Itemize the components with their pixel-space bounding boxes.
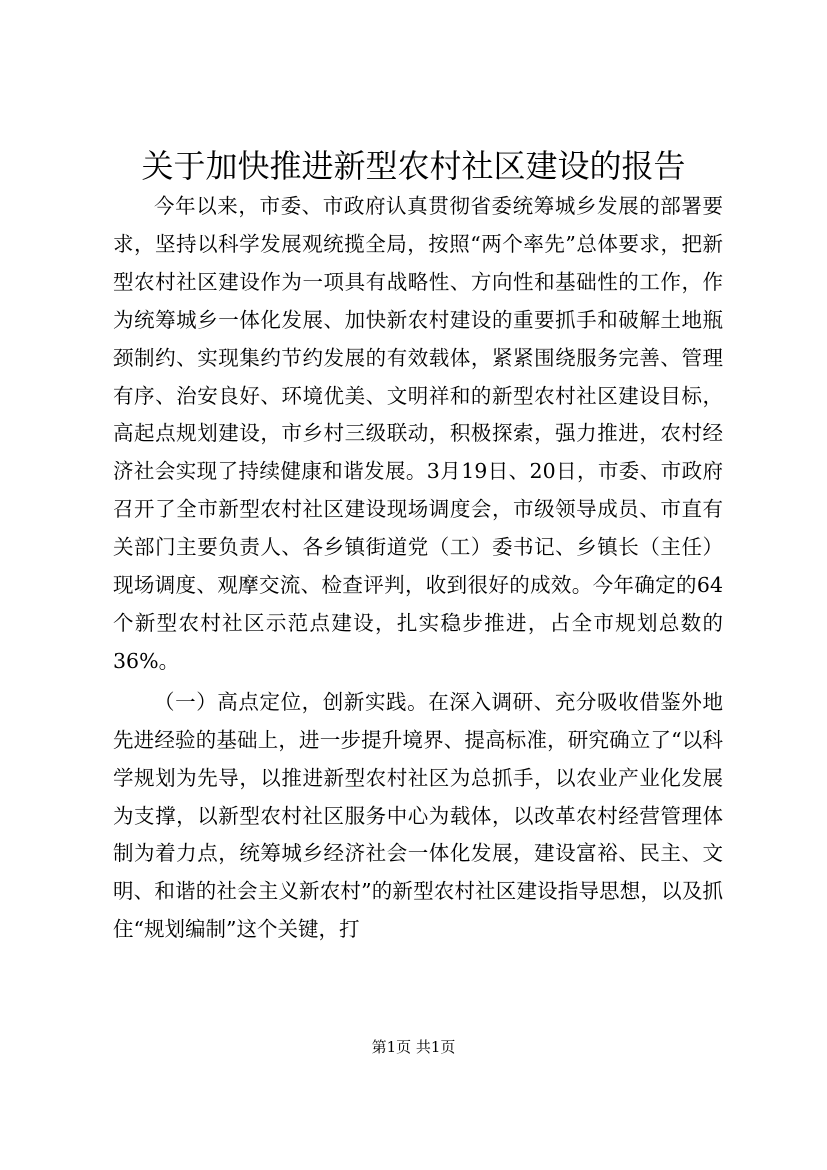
paragraph-section-one: （一）高点定位，创新实践。在深入调研、充分吸收借鉴外地先进经验的基础上，进一步提升境界、提高标准，研究确立了“以科学规划为先导，以推进新型农村社区为总抓手，以农业产业化发展为支撑，以新型农村社区服务中心为载体，以改革农村经营管理体制为着力点，统筹城乡经济社会一体化发展，建设富裕、民主、文明、和谐的社会主义新农村”的新型农村社区建设指导思想，以及抓住“规划编制”这个关键，打 xyxy=(113,689,723,942)
document-title: 关于加快推进新型农村社区建设的报告 xyxy=(141,147,686,185)
paragraph-intro: 今年以来，市委、市政府认真贯彻省委统筹城乡发展的部署要求，坚持以科学发展观统揽全局，按照“两个率先”总体要求，把新型农村社区建设作为一项具有战略性、方向性和基础性的工作，作为统筹城乡一体化发展、加快新农村建设的重要抓手和破解土地瓶颈制约、实现集约节约发展的有效载体，紧紧围绕服务完善、管理有序、治安良好、环境优美、文明祥和的新型农村社区建设目标，高起点规划建设，市乡村三级联动，积极探索，强力推进，农村经济社会实现了持续健康和谐发展。3月19日、20日，市委、市政府召开了全市新型农村社区建设现场调度会，市级领导成员、市直有关部门主要负责人、各乡镇街道党（工）委书记、乡镇长（主任）现场调度、观摩交流、检查评判，收到很好的成效。今年确定的64个新型农村社区示范点建设，扎实稳步推进，占全市规划总数的36%。 xyxy=(113,194,723,673)
document-body xyxy=(113,188,723,949)
page-footer: 第1页 共1页 xyxy=(371,1038,456,1056)
